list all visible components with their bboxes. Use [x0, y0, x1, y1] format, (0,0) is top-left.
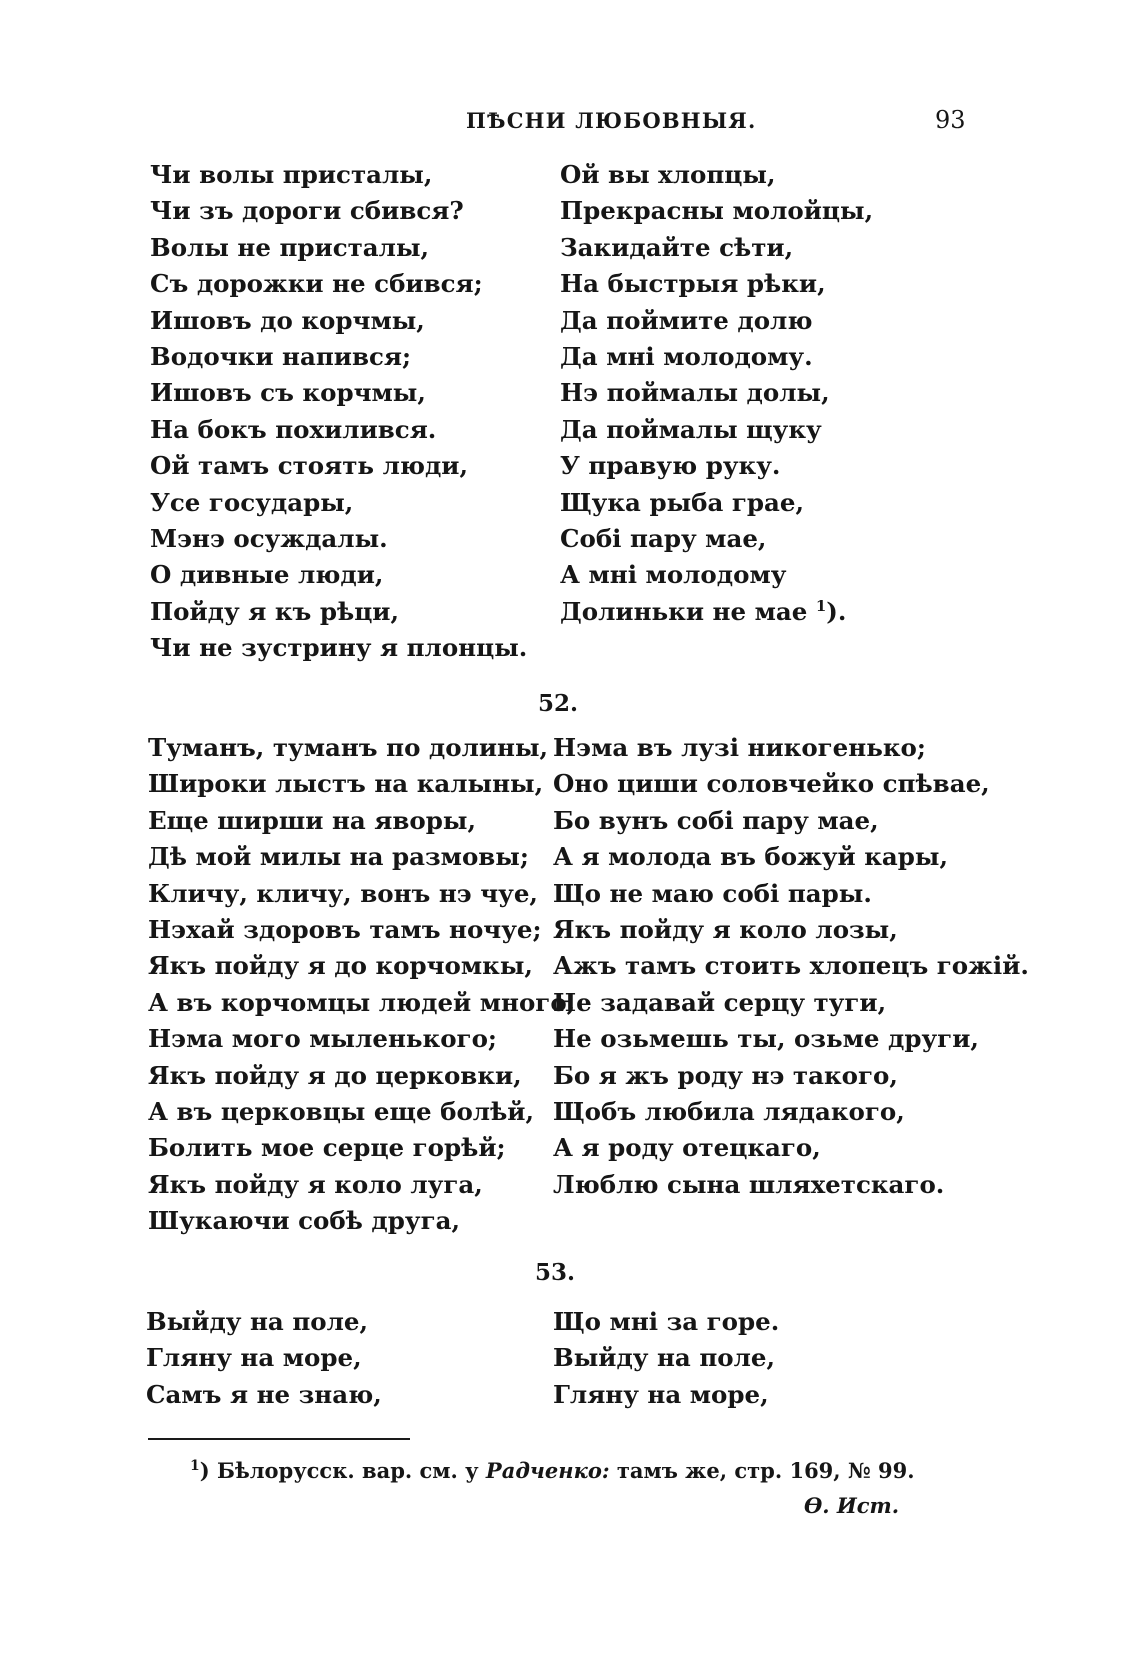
verse-line: Якъ пойду я коло луга,	[148, 1169, 483, 1199]
signature: Ѳ. Ист.	[804, 1493, 900, 1518]
verse-line: Люблю сына шляхетскаго.	[553, 1169, 945, 1199]
verse-line: Нэма въ лузі никогенько;	[553, 733, 926, 762]
verse-line: Щобъ любила лядакого,	[553, 1096, 905, 1126]
verse-line: Чи зъ дороги сбився?	[150, 196, 464, 226]
song-number: 52.	[538, 690, 579, 717]
verse-line: Чи не зустрину я плонцы.	[150, 633, 528, 663]
verse-line: Волы не присталы,	[150, 232, 430, 262]
song52-right-column	[553, 730, 1029, 1203]
verse-line: Выйду на поле,	[146, 1307, 368, 1336]
verse-line: Да мні молодому.	[560, 341, 813, 371]
verse-line: Мэнэ осуждалы.	[150, 523, 388, 553]
verse-line: Кличу, кличу, вонъ нэ чуе,	[148, 878, 538, 908]
footnote-divider	[148, 1438, 410, 1440]
song52-left-column	[148, 730, 575, 1239]
verse-line: О дивные люди,	[150, 560, 384, 590]
verse-line: Выйду на поле,	[553, 1343, 775, 1373]
verse-line: Да поймалы щуку	[560, 414, 822, 444]
footnote-author: Радченко:	[485, 1458, 610, 1483]
song51-right-column	[560, 157, 873, 630]
verse-line: Нэхай здоровъ тамъ ночуе;	[148, 914, 542, 944]
verse-line: Прекрасны молойцы,	[560, 196, 874, 226]
verse-line: Якъ пойду я до корчомкы,	[148, 951, 533, 981]
verse-line: Ишовъ до корчмы,	[150, 305, 425, 335]
verse-line: Гляну на море,	[553, 1379, 769, 1409]
verse-line: Чи волы присталы,	[150, 160, 433, 189]
verse-line: Усе государы,	[150, 487, 354, 517]
verse-line: А я роду отецкаго,	[553, 1133, 821, 1163]
verse-line: Не задавай серцу туги,	[553, 987, 887, 1017]
running-title: ПѢСНИ ЛЮБОВНЫЯ.	[466, 108, 757, 133]
footnote-text-after: тамъ же, стр. 169, № 99.	[609, 1458, 915, 1483]
verse-line: На быстрыя рѣки,	[560, 269, 826, 299]
song51-left-column	[150, 157, 527, 666]
verse-line: Що не маю собі пары.	[553, 878, 872, 908]
verse-line: Туманъ, туманъ по долины,	[148, 733, 549, 762]
verse-line: Бо вунъ собі пару мае,	[553, 805, 879, 835]
verse-text: Долиньки не мае	[560, 596, 808, 626]
verse-line: Якъ пойду я коло лозы,	[553, 914, 898, 944]
verse-line: На бокъ похилився.	[150, 414, 437, 444]
verse-line: Водочки напився;	[150, 341, 412, 371]
verse-line: Оно циши соловчейко спѣвае,	[553, 769, 990, 799]
verse-line-with-footnote	[560, 594, 873, 630]
song-number: 53.	[535, 1259, 576, 1286]
song53-left-column	[146, 1304, 382, 1413]
verse-line: Съ дорожки не сбився;	[150, 269, 483, 299]
footnote-reference[interactable]: 1	[815, 596, 827, 615]
verse-line: Самъ я не знаю,	[146, 1379, 382, 1409]
song53-right-column	[553, 1304, 779, 1413]
verse-line: Ишовъ съ корчмы,	[150, 378, 426, 408]
footnote	[190, 1458, 915, 1483]
verse-line: Щука рыба грае,	[560, 487, 805, 517]
verse-line: Що мні за горе.	[553, 1307, 780, 1336]
verse-line: Широки лыстъ на калыны,	[148, 769, 544, 799]
footnote-mark: 1	[190, 1458, 200, 1474]
verse-line: А въ церковцы еще болѣй,	[148, 1096, 534, 1126]
verse-line: Шукаючи собѣ друга,	[148, 1206, 460, 1236]
verse-line: Гляну на море,	[146, 1343, 362, 1373]
verse-line: Не озьмешь ты, озьме други,	[553, 1024, 979, 1054]
verse-line: Собі пару мае,	[560, 523, 767, 553]
verse-line: Да поймите долю	[560, 305, 813, 335]
verse-line: Дѣ мой милы на размовы;	[148, 842, 529, 872]
footnote-reference-tail: ).	[826, 596, 847, 626]
verse-line: Пойду я къ рѣци,	[150, 596, 399, 626]
verse-line: У правую руку.	[560, 451, 781, 481]
footnote-text-before: ) Бѣлорусск. вар. см. у	[199, 1458, 486, 1483]
verse-line: Еще ширши на яворы,	[148, 805, 476, 835]
page-number: 93	[935, 106, 966, 134]
verse-line: А въ корчомцы людей много,	[148, 987, 576, 1017]
verse-line: Бо я жъ роду нэ такого,	[553, 1060, 898, 1090]
verse-line: Якъ пойду я до церковки,	[148, 1060, 522, 1090]
verse-line: Ой тамъ стоять люди,	[150, 451, 469, 481]
verse-line: А мні молодому	[560, 560, 787, 590]
verse-line: Нэ поймалы долы,	[560, 378, 830, 408]
verse-line: Ой вы хлопцы,	[560, 160, 776, 189]
verse-line: Нэма мого мыленького;	[148, 1024, 497, 1054]
verse-line: Болить мое серце горѣй;	[148, 1133, 506, 1163]
verse-line: А я молода въ божуй кары,	[553, 842, 949, 872]
verse-line: Ажъ тамъ стоить хлопецъ гожій.	[553, 951, 1029, 981]
verse-line: Закидайте сѣти,	[560, 232, 794, 262]
